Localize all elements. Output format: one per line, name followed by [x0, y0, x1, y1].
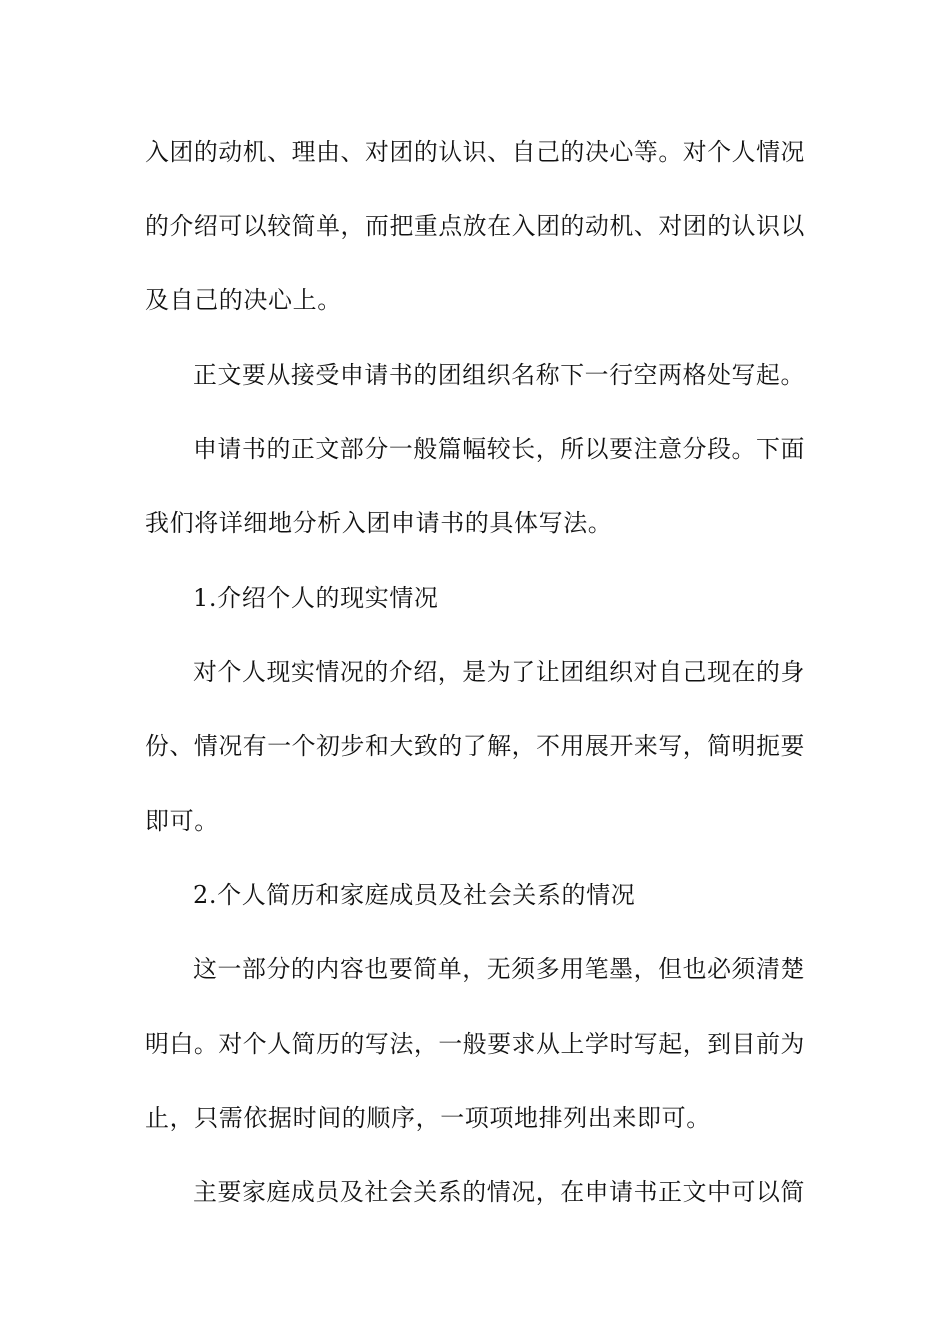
text-line — [0, 726, 950, 766]
line-text: 我们将详细地分析入团申请书的具体写法。 — [145, 509, 613, 537]
line-text: 份、情况有一个初步和大致的了解，不用展开来写，简明扼要 — [145, 732, 805, 760]
line-text: 及自己的决心上。 — [145, 286, 342, 314]
text-line — [0, 280, 950, 320]
line-text: 申请书的正文部分一般篇幅较长，所以要注意分段。下面 — [193, 435, 805, 463]
line-text: 明白。对个人简历的写法，一般要求从上学时写起，到目前为 — [145, 1030, 805, 1058]
line-text: 主要家庭成员及社会关系的情况，在申请书正文中可以简 — [193, 1178, 805, 1206]
text-line — [0, 1024, 950, 1064]
text-line — [0, 132, 950, 172]
line-text: 的介绍可以较简单，而把重点放在入团的动机、对团的认识以 — [145, 212, 805, 240]
line-text: 即可。 — [145, 807, 219, 835]
section-heading: 1.介绍个人的现实情况 — [193, 584, 439, 612]
line-text: 对个人现实情况的介绍，是为了让团组织对自己现在的身 — [193, 658, 805, 686]
line-text: 正文要从接受申请书的团组织名称下一行空两格处写起。 — [193, 361, 805, 389]
text-line — [0, 429, 950, 469]
line-text: 这一部分的内容也要简单，无须多用笔墨，但也必须清楚 — [193, 955, 805, 983]
text-line — [0, 1172, 950, 1212]
text-line — [0, 875, 950, 915]
text-line — [0, 578, 950, 618]
section-heading: 2.个人简历和家庭成员及社会关系的情况 — [193, 881, 636, 909]
text-line — [0, 1098, 950, 1138]
text-line — [0, 652, 950, 692]
text-line — [0, 503, 950, 543]
line-text: 止，只需依据时间的顺序，一项项地排列出来即可。 — [145, 1104, 711, 1132]
text-line — [0, 949, 950, 989]
text-line — [0, 206, 950, 246]
text-line — [0, 355, 950, 395]
text-line — [0, 801, 950, 841]
line-text: 入团的动机、理由、对团的认识、自己的决心等。对个人情况 — [145, 138, 805, 166]
